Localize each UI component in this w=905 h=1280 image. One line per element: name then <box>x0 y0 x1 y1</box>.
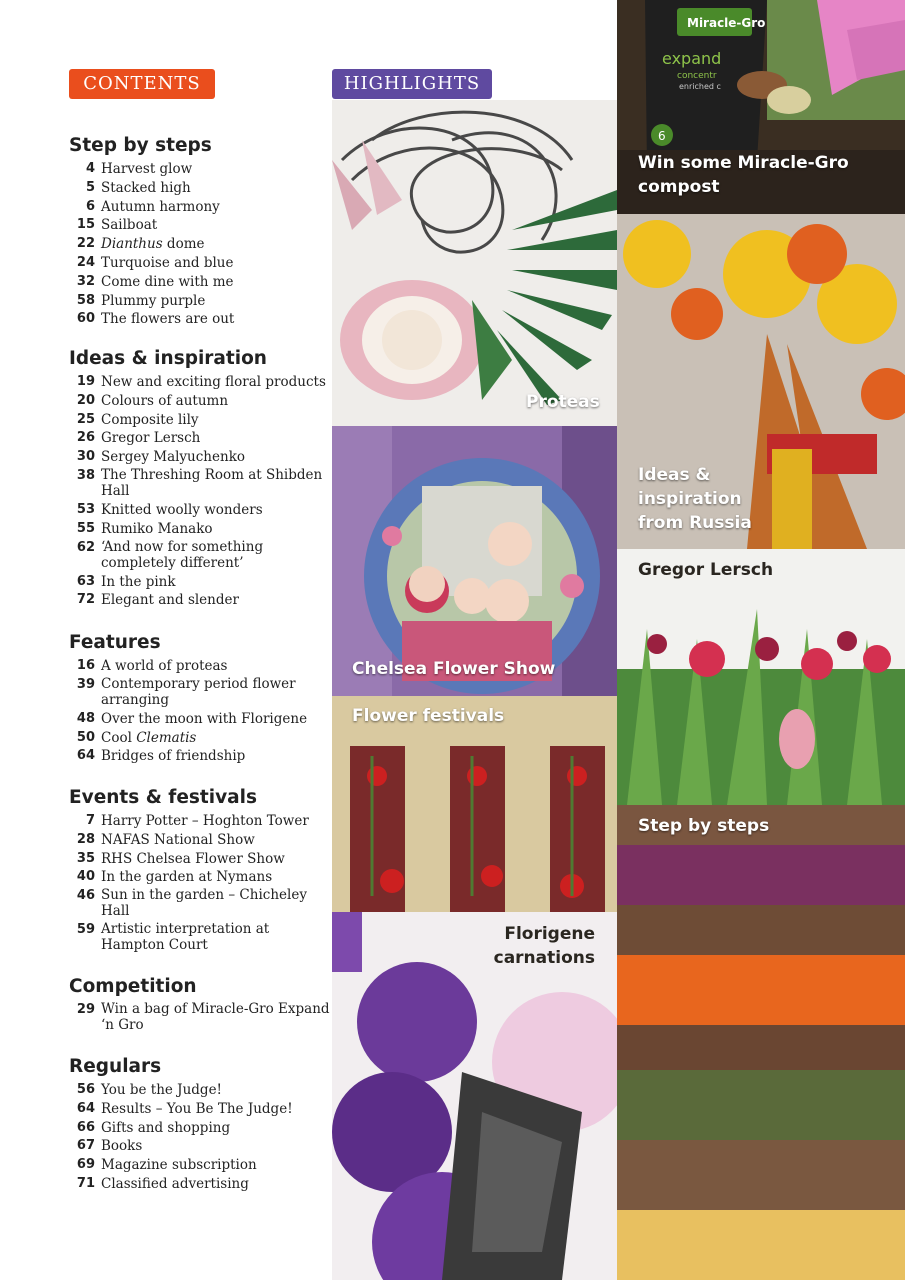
entry-title <box>101 1137 331 1156</box>
entry-title-text: RHS Chelsea Flower Show <box>101 850 285 867</box>
bag-sub2-text: enriched c <box>679 82 721 91</box>
toc-entry[interactable] <box>69 1175 331 1194</box>
entry-title-text: New and exciting floral products <box>101 374 326 390</box>
toc-entry[interactable] <box>69 1119 331 1138</box>
entry-title-text: Knitted woolly wonders <box>101 501 263 518</box>
toc-entry[interactable] <box>69 216 331 235</box>
toc-entry[interactable] <box>69 850 331 869</box>
entry-title <box>101 392 331 411</box>
page-number: 4 <box>85 161 95 176</box>
entry-title-text: Harry Potter – Hoghton Tower <box>101 813 309 829</box>
florigene-label <box>494 922 595 970</box>
entry-title <box>101 573 331 592</box>
toc-entry[interactable] <box>69 198 331 217</box>
entry-title <box>101 539 331 573</box>
toc-entry[interactable] <box>69 467 331 501</box>
entry-title <box>101 179 331 198</box>
steps-photo[interactable] <box>617 805 905 1280</box>
toc-entry[interactable] <box>69 887 331 921</box>
entry-title-text: Results – You Be The Judge! <box>101 1100 293 1117</box>
page-number: 71 <box>76 1175 95 1191</box>
festivals-label: Flower festivals <box>352 706 505 726</box>
page-number: 28 <box>76 831 95 847</box>
entry-title-text: Colours of autumn <box>101 392 229 409</box>
toc-entry[interactable] <box>69 729 331 748</box>
section-heading: Step by steps <box>69 135 212 156</box>
page-number: 38 <box>76 467 95 483</box>
toc-entry[interactable] <box>69 539 331 573</box>
page-number: 53 <box>76 501 95 517</box>
page-number: 48 <box>76 710 95 726</box>
toc-entry[interactable] <box>69 179 331 198</box>
entry-title-text: Autumn harmony <box>101 198 220 215</box>
entry-title <box>101 310 331 329</box>
toc-entry[interactable] <box>69 411 331 430</box>
entry-title-text: NAFAS National Show <box>101 831 255 848</box>
russia-label-line1: Ideas & <box>638 465 711 485</box>
entry-title-text: Win a bag of Miracle-Gro Expand ‘n Gro <box>101 1001 330 1033</box>
contents-heading: CONTENTS <box>69 69 215 99</box>
entry-title <box>101 710 331 729</box>
page-number: 66 <box>76 1119 95 1135</box>
bag-product-text: expand <box>662 49 722 68</box>
entry-title <box>101 160 331 179</box>
contents-column <box>0 0 332 1280</box>
toc-entry[interactable] <box>69 868 331 887</box>
entry-title-text: Gifts and shopping <box>101 1119 231 1136</box>
florigene-label-line1: Florigene <box>504 924 595 944</box>
festivals-photo[interactable] <box>332 696 617 912</box>
entry-title <box>101 676 331 710</box>
page-number: 39 <box>76 676 95 692</box>
miracle-gro-label-line2: compost <box>638 177 720 197</box>
entry-title-text: The flowers are out <box>101 311 235 328</box>
toc-entry[interactable] <box>69 448 331 467</box>
entry-title-text: Sergey Malyuchenko <box>101 449 245 466</box>
page-number: 22 <box>76 236 95 252</box>
page-number: 60 <box>76 311 95 327</box>
page-number: 6 <box>85 198 95 214</box>
entry-title <box>101 1081 331 1100</box>
page-number: 24 <box>76 254 95 270</box>
toc-entry[interactable] <box>69 710 331 729</box>
steps-label: Step by steps <box>638 816 770 836</box>
entry-title <box>101 198 331 217</box>
page-number: 58 <box>76 292 95 308</box>
section-heading: Competition <box>69 976 197 997</box>
entry-title <box>101 831 331 850</box>
lersch-label: Gregor Lersch <box>638 560 774 580</box>
page-number: 32 <box>76 273 95 289</box>
entry-title-text: Sun in the garden – Chicheley Hall <box>101 887 307 920</box>
page-number: 50 <box>76 729 95 745</box>
chelsea-photo[interactable] <box>332 426 617 696</box>
russia-label <box>638 463 752 535</box>
entry-title-text: Rumiko Manako <box>101 520 213 537</box>
lersch-image <box>617 549 905 805</box>
toc-entry[interactable] <box>69 812 331 831</box>
page-number: 69 <box>76 1157 95 1173</box>
entry-title-text: Plummy purple <box>101 292 206 309</box>
section-heading: Ideas & inspiration <box>69 348 267 369</box>
toc-section <box>69 976 331 1035</box>
miracle-gro-label-line1: Win some Miracle-Gro <box>638 153 849 173</box>
entry-title <box>101 1001 331 1035</box>
entry-title-text: Elegant and slender <box>101 592 239 609</box>
toc-entry[interactable] <box>69 273 331 292</box>
proteas-image <box>332 100 617 426</box>
entry-title-text: Artistic interpretation at Hampton Court <box>101 921 270 954</box>
entry-title-text: Sailboat <box>101 217 158 234</box>
entry-title-text: Stacked high <box>101 179 191 196</box>
entry-title-text: You be the Judge! <box>101 1082 222 1098</box>
toc-entry[interactable] <box>69 392 331 411</box>
entry-title <box>101 216 331 235</box>
toc-entry[interactable] <box>69 1156 331 1175</box>
page-number: 67 <box>76 1138 95 1154</box>
page-number: 56 <box>76 1082 95 1097</box>
toc-entry[interactable] <box>69 676 331 710</box>
toc-entry[interactable] <box>69 160 331 179</box>
entry-title-text: In the pink <box>101 573 176 590</box>
page-number: 59 <box>76 922 95 938</box>
page-number: 19 <box>76 374 95 389</box>
toc-entry[interactable] <box>69 591 331 610</box>
toc-entry[interactable] <box>69 310 331 329</box>
entry-title <box>101 729 331 748</box>
entry-title-text: Come dine with me <box>101 273 234 290</box>
entry-title <box>101 1175 331 1194</box>
entry-title <box>101 747 331 766</box>
festivals-image <box>332 696 617 912</box>
entry-title <box>101 501 331 520</box>
entry-title <box>101 373 331 392</box>
entry-title <box>101 1156 331 1175</box>
entry-title <box>101 887 331 921</box>
bag-brand-text: Miracle-Gro <box>687 16 766 30</box>
entry-title <box>101 520 331 539</box>
entry-title <box>101 591 331 610</box>
entry-title-text: The Threshing Room at Shibden Hall <box>101 466 323 499</box>
entry-title <box>101 850 331 869</box>
toc-entry[interactable] <box>69 573 331 592</box>
page-number: 40 <box>76 869 95 885</box>
entry-title <box>101 411 331 430</box>
page-number: 63 <box>76 573 95 589</box>
entry-title <box>101 921 331 955</box>
page-number: 7 <box>85 813 95 828</box>
russia-label-line3: from Russia <box>638 513 752 533</box>
entry-title <box>101 1100 331 1119</box>
highlights-heading: HIGHLIGHTS <box>332 69 492 99</box>
page-number: 62 <box>76 539 95 555</box>
entry-title-text: Over the moon with Florigene <box>101 710 308 727</box>
entry-title-text: Classified advertising <box>101 1175 249 1192</box>
entry-title <box>101 254 331 273</box>
toc-entry[interactable] <box>69 235 331 254</box>
toc-entry[interactable] <box>69 921 331 955</box>
entry-title-text: Gregor Lersch <box>101 430 201 447</box>
page-number: 20 <box>76 392 95 408</box>
entry-title <box>101 273 331 292</box>
page-number: 72 <box>76 592 95 608</box>
entry-title <box>101 235 331 254</box>
entry-title-text: In the garden at Nymans <box>101 869 273 886</box>
toc-entry[interactable] <box>69 254 331 273</box>
toc-entry[interactable] <box>69 1001 331 1035</box>
toc-entry[interactable] <box>69 831 331 850</box>
page-number: 64 <box>76 748 95 764</box>
page-number: 64 <box>76 1100 95 1116</box>
toc-section <box>69 1056 331 1194</box>
entry-title-text: Harvest glow <box>101 161 193 177</box>
entry-title-italic: Dianthus <box>101 236 163 253</box>
toc-entry[interactable] <box>69 292 331 311</box>
proteas-photo[interactable] <box>332 100 617 426</box>
toc-section <box>69 135 331 329</box>
entry-title-text: Books <box>101 1138 143 1155</box>
toc-entry[interactable] <box>69 501 331 520</box>
entry-title-text: Contemporary period flower arranging <box>101 675 296 708</box>
toc-entry[interactable] <box>69 1137 331 1156</box>
proteas-label: Proteas <box>526 392 600 412</box>
entry-title-text: Magazine subscription <box>101 1157 257 1174</box>
miracle-gro-photo[interactable] <box>617 0 905 214</box>
miracle-gro-label <box>638 151 849 199</box>
russia-label-line2: inspiration <box>638 489 742 509</box>
bag-badge-text: 6 <box>658 129 666 143</box>
entry-title-italic: Clematis <box>136 729 197 746</box>
entry-title <box>101 1119 331 1138</box>
page-number: 46 <box>76 888 95 904</box>
entry-title-text: Composite lily <box>101 411 199 428</box>
entry-title <box>101 657 331 676</box>
page-number: 15 <box>76 217 95 233</box>
page-number: 35 <box>76 850 95 866</box>
entry-title-text: ‘And now for something completely different’ <box>101 538 264 571</box>
toc-entry[interactable] <box>69 1081 331 1100</box>
section-heading: Regulars <box>69 1056 162 1077</box>
toc-entry[interactable] <box>69 373 331 392</box>
toc-section <box>69 632 331 766</box>
entry-title-text: A world of proteas <box>101 658 228 674</box>
entry-title <box>101 467 331 501</box>
toc-entry[interactable] <box>69 747 331 766</box>
bag-sub1-text: concentr <box>677 71 717 81</box>
entry-title <box>101 448 331 467</box>
page-number: 29 <box>76 1002 95 1017</box>
section-heading: Features <box>69 632 161 653</box>
steps-image <box>617 805 905 1280</box>
lersch-photo[interactable] <box>617 549 905 805</box>
florigene-label-line2: carnations <box>493 948 595 968</box>
page-number: 26 <box>76 430 95 446</box>
florigene-photo[interactable] <box>332 912 617 1280</box>
entry-title <box>101 812 331 831</box>
entry-title-text: Bridges of friendship <box>101 748 246 765</box>
page-number: 30 <box>76 449 95 465</box>
chelsea-label: Chelsea Flower Show <box>352 659 556 679</box>
page-number: 16 <box>76 658 95 673</box>
toc-section <box>69 787 331 955</box>
entry-title <box>101 429 331 448</box>
toc-section <box>69 348 331 610</box>
entry-title-text: dome <box>162 236 205 253</box>
entry-title-text: Turquoise and blue <box>101 254 234 271</box>
toc-entry[interactable] <box>69 657 331 676</box>
section-heading: Events & festivals <box>69 787 257 808</box>
russia-photo[interactable] <box>617 214 905 549</box>
toc-entry[interactable] <box>69 1100 331 1119</box>
toc-entry[interactable] <box>69 429 331 448</box>
toc-entry[interactable] <box>69 520 331 539</box>
page-number: 25 <box>76 411 95 427</box>
entry-title-text: Cool <box>101 729 137 746</box>
chelsea-image <box>332 426 617 696</box>
page-number: 5 <box>85 179 95 195</box>
entry-title <box>101 868 331 887</box>
page-number: 55 <box>76 520 95 536</box>
entry-title <box>101 292 331 311</box>
